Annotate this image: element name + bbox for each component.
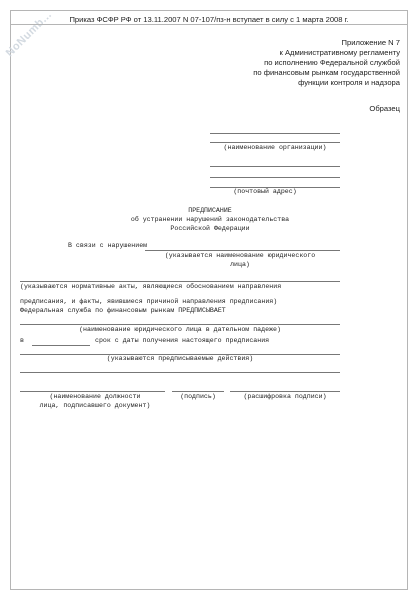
acts-caption: предписания, и факты, явившиеся причиной направления предписания): [20, 298, 278, 305]
appendix-line: по исполнению Федеральной службой: [264, 58, 400, 67]
acts-blank-line: [20, 281, 340, 282]
document-subtitle: Российской Федерации: [170, 225, 250, 232]
document-title: ПРЕДПИСАНИЕ: [188, 207, 232, 214]
dative-blank-line: [20, 324, 340, 325]
term-blank-line: [32, 345, 90, 346]
dative-caption: (наименование юридического лица в дательном падеже): [79, 326, 281, 333]
term-suffix: срок с даты получения настоящего предписания: [95, 337, 270, 344]
signature-blank-line: [172, 391, 224, 392]
term-prefix: в: [20, 337, 24, 344]
entity-caption: лица): [230, 261, 250, 268]
order-header: Приказ ФСФР РФ от 13.11.2007 N 07-107/пз-н вступает в силу с 1 марта 2008 г.: [69, 15, 349, 24]
decoding-blank-line: [230, 391, 340, 392]
violation-blank-line: [145, 250, 340, 251]
violation-lead: В связи с нарушением: [68, 242, 148, 249]
position-caption: лица, подписавшего документ): [39, 402, 151, 409]
position-caption: (наименование должности: [49, 393, 141, 400]
position-blank-line: [20, 391, 165, 392]
appendix-line: к Административному регламенту: [279, 48, 400, 57]
appendix-line: по финансовым рынкам государственной: [253, 68, 400, 77]
entity-caption: (указывается наименование юридического: [164, 252, 316, 259]
header-divider: [10, 24, 408, 25]
signature-caption: (подпись): [180, 393, 216, 400]
appendix-block: [253, 38, 400, 88]
decoding-caption: (расшифровка подписи): [243, 393, 327, 400]
sample-label: Образец: [369, 104, 400, 113]
org-blank-line: [210, 142, 340, 143]
actions-caption: (указываются предписываемые действия): [106, 355, 254, 362]
address-blank-line: [210, 177, 340, 178]
prescribes-text: Федеральная служба по финансовым рынкам ПРЕДПИСЫВАЕТ: [20, 307, 226, 314]
actions-blank-line: [20, 372, 340, 373]
appendix-line: функции контроля и надзора: [298, 78, 400, 87]
document-subtitle: об устранении нарушений законодательства: [130, 216, 290, 223]
appendix-number: Приложение N 7: [341, 38, 400, 47]
watermark: NoNumb...: [3, 8, 55, 60]
acts-caption: (указываются нормативные акты, являющиеся обоснованием направления: [20, 283, 282, 290]
address-blank-line: [210, 166, 340, 167]
org-blank-line: [210, 133, 340, 134]
org-caption: (наименование организации): [223, 144, 327, 151]
address-caption: (почтовый адрес): [233, 188, 297, 195]
